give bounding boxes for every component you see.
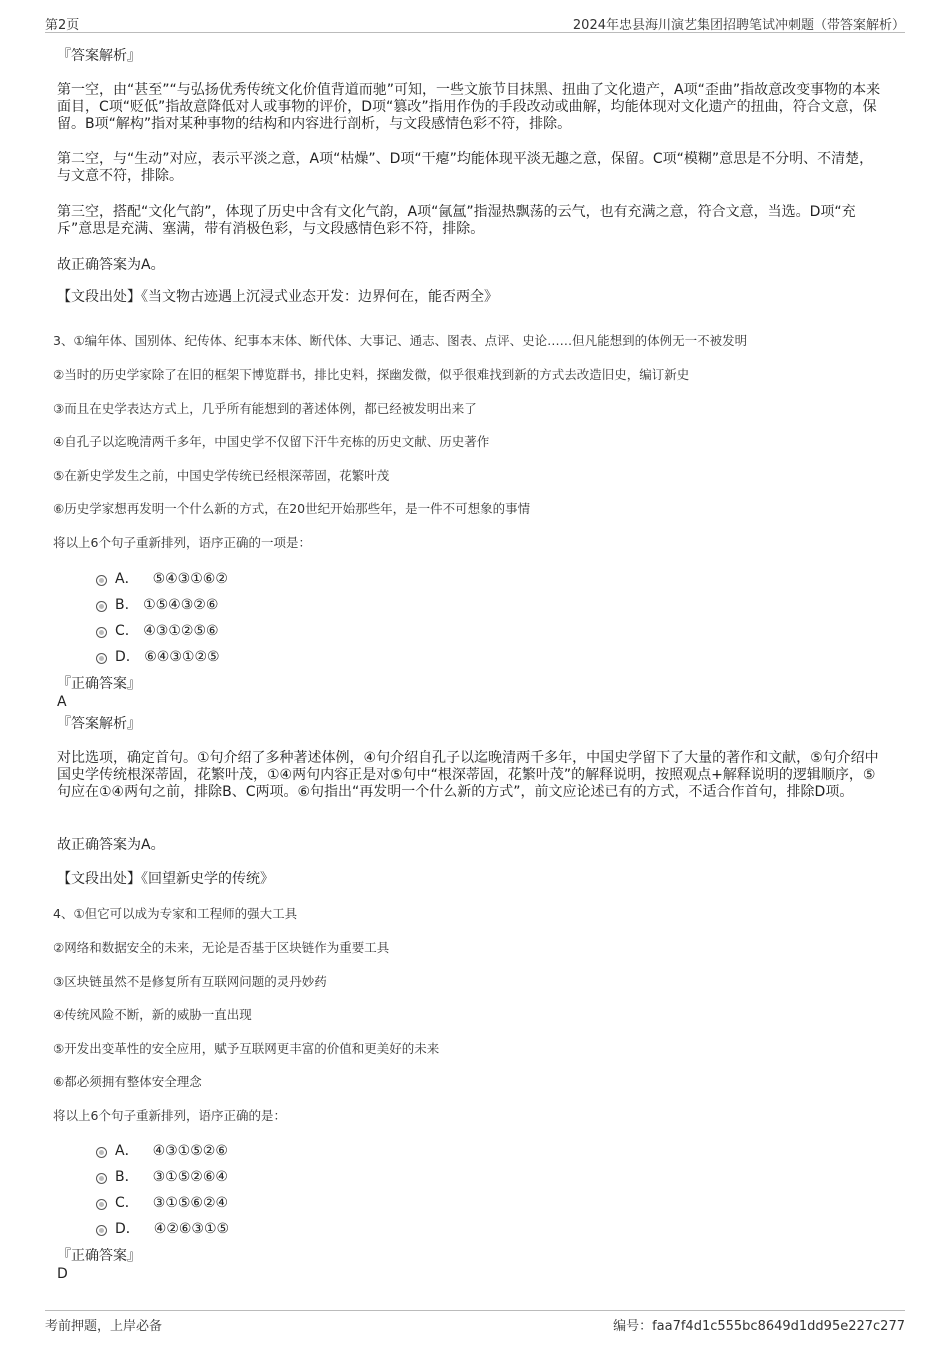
radio-icon[interactable] [96, 1173, 107, 1184]
q3-option-d-label: D. [115, 649, 131, 665]
q3-analysis-title: 『答案解析』 [57, 716, 141, 732]
q3-option-b[interactable] [96, 596, 218, 614]
radio-icon[interactable] [96, 1199, 107, 1210]
radio-icon[interactable] [96, 601, 107, 612]
q3-source: 【文段出处】《回望新史学的传统》 [57, 871, 274, 887]
q3-option-c-label: C. [115, 623, 130, 639]
footer-code: 编号：faa7f4d1c555bc8649d1dd95e227c277 [613, 1319, 905, 1334]
q3-option-a-text: ⑤④③①⑥② [152, 571, 228, 587]
radio-icon[interactable] [96, 1147, 107, 1158]
page-footer [45, 1310, 905, 1335]
page-number: 第2页 [45, 18, 80, 33]
q4-option-a[interactable] [96, 1142, 228, 1160]
radio-icon[interactable] [96, 1225, 107, 1236]
q4-sentence-4: ④传统风险不断，新的威胁一直出现 [53, 1007, 252, 1022]
q2-source: 【文段出处】《当文物古迹遇上沉浸式业态开发：边界何在，能否两全》 [57, 289, 498, 305]
q3-prompt: 将以上6个句子重新排列，语序正确的一项是： [53, 535, 311, 550]
q4-sentence-1: 4、①但它可以成为专家和工程师的强大工具 [53, 906, 298, 921]
q3-conclusion: 故正确答案为A。 [57, 837, 165, 853]
q4-option-a-label: A． [115, 1143, 139, 1159]
q4-sentence-3: ③区块链虽然不是修复所有互联网问题的灵丹妙药 [53, 974, 327, 989]
q2-conclusion: 故正确答案为A。 [57, 257, 165, 273]
q4-option-c-text: ③①⑤⑥②④ [152, 1195, 229, 1211]
q4-correct-title: 『正确答案』 [57, 1248, 141, 1264]
q3-sentence-2: ②当时的历史学家除了在旧的框架下博览群书，排比史料，探幽发微，似乎很难找到新的方式去改造旧史，编订新史 [53, 367, 690, 382]
q4-sentence-6: ⑥都必须拥有整体安全理念 [53, 1074, 202, 1089]
q4-option-d-label: D． [115, 1221, 140, 1237]
q2-analysis-para-2: 第二空，与“生动”对应，表示平淡之意，A项“枯燥”、D项“干瘪”均能体现平淡无趣之意，保留。C项“模糊”意思是不分明、不清楚，与文意不符，排除。 [57, 151, 874, 184]
q4-option-c-label: C． [115, 1195, 139, 1211]
q4-sentence-2: ②网络和数据安全的未来，无论是否基于区块链作为重要工具 [53, 940, 390, 955]
q3-option-a-label: A． [115, 571, 139, 587]
q4-option-b[interactable] [96, 1168, 228, 1186]
q4-prompt: 将以上6个句子重新排列，语序正确的是： [53, 1108, 286, 1123]
radio-icon[interactable] [96, 627, 107, 638]
q4-option-b-label: B． [115, 1169, 139, 1185]
q4-option-d-text: ④②⑥③①⑤ [153, 1221, 230, 1237]
radio-icon[interactable] [96, 575, 107, 586]
q4-option-a-text: ④③①⑤②⑥ [152, 1143, 228, 1159]
q2-analysis-para-1: 第一空，由“甚至”“与弘扬优秀传统文化价值背道而驰”可知，一些文旅节目抹黑、扭曲了文化遗产，A项“歪曲”指故意改变事物的本来面目，C项“贬低”指故意降低对人或事物的评价，D项“篡改”指用作伪的手段改动或曲解，均能体现对文化遗产的扭曲，符合文意，保留。B项“解构”指对某种事物的结构和内容进行剖析，与文段感情色彩不符，排除。 [57, 82, 881, 132]
document-title: 2024年忠县海川演艺集团招聘笔试冲刺题（带答案解析） [572, 18, 905, 33]
q3-sentence-1: 3、①编年体、国别体、纪传体、纪事本末体、断代体、大事记、通志、图表、点评、史论……但凡能想到的体例无一不被发明 [53, 333, 748, 348]
q4-option-c[interactable] [96, 1194, 228, 1212]
q3-analysis: 对比选项，确定首句。①句介绍了多种著述体例，④句介绍自孔子以迄晚清两千多年，中国史学留下了大量的著作和文献，⑤句介绍中国史学传统根深蒂固，花繁叶茂，①④两句内容正是对⑤句中“根深蒂固，花繁叶茂”的解释说明，按照观点+解释说明的逻辑顺序，⑤句应在①④两句之前，排除B、C两项。⑥句指出“再发明一个什么新的方式”，前文应论述已有的方式，不适合作首句，排除D项。 [57, 750, 879, 800]
q4-option-b-text: ③①⑤②⑥④ [152, 1169, 228, 1185]
q3-option-c[interactable] [96, 622, 219, 640]
q3-sentence-6: ⑥历史学家想再发明一个什么新的方式，在20世纪开始那些年，是一件不可想象的事情 [53, 501, 531, 516]
q3-option-b-text: ①⑤④③②⑥ [143, 597, 219, 613]
q3-option-a[interactable] [96, 570, 228, 588]
q3-option-d[interactable] [96, 648, 220, 666]
q3-correct-answer: A [57, 694, 67, 710]
footer-slogan: 考前押题，上岸必备 [45, 1319, 163, 1334]
q3-option-d-text: ⑥④③①②⑤ [144, 649, 220, 665]
q3-option-b-label: B. [115, 597, 130, 613]
q4-correct-answer: D [57, 1266, 68, 1282]
q4-sentence-5: ⑤开发出变革性的安全应用，赋予互联网更丰富的价值和更美好的未来 [53, 1041, 440, 1056]
q4-option-d[interactable] [96, 1220, 229, 1238]
q3-sentence-4: ④自孔子以迄晚清两千多年，中国史学不仅留下汗牛充栋的历史文献、历史著作 [53, 434, 490, 449]
page-header [45, 10, 905, 33]
radio-icon[interactable] [96, 653, 107, 664]
q3-option-c-text: ④③①②⑤⑥ [143, 623, 219, 639]
q2-analysis-para-3: 第三空，搭配“文化气韵”，体现了历史中含有文化气韵，A项“氤氲”指湿热飘荡的云气，也有充满之意，符合文意，当选。D项“充斥”意思是充满、塞满，带有消极色彩，与文段感情色彩不符，排除。 [57, 204, 856, 237]
q3-sentence-5: ⑤在新史学发生之前，中国史学传统已经根深蒂固，花繁叶茂 [53, 468, 390, 483]
q3-sentence-3: ③而且在史学表达方式上，几乎所有能想到的著述体例，都已经被发明出来了 [53, 401, 477, 416]
q3-correct-title: 『正确答案』 [57, 676, 141, 692]
q2-analysis-title: 『答案解析』 [57, 48, 141, 64]
